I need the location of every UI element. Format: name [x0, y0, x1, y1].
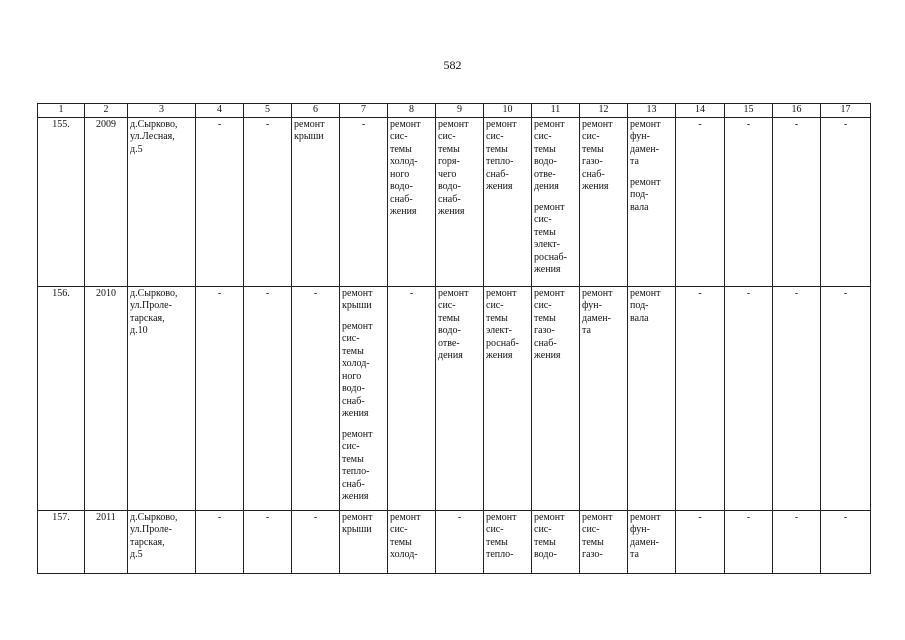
cell-work [580, 286, 628, 510]
work-item: ремонт сис- темы газо- снаб- жения [582, 118, 613, 192]
work-item: ремонт сис- темы элект- роснаб- жения [534, 201, 567, 275]
cell-empty: - [196, 117, 244, 286]
table-row [38, 510, 871, 573]
work-item: ремонт сис- темы тепло- снаб- жения [486, 118, 517, 192]
cell-empty: - [244, 117, 292, 286]
cell-empty: - [725, 286, 773, 510]
row-address [128, 117, 196, 286]
column-header: 9 [436, 104, 484, 118]
repair-schedule-table [37, 103, 871, 574]
address-text: д.Сырково, ул.Проле- тарская, д.10 [130, 287, 178, 336]
cell-empty: - [244, 286, 292, 510]
work-item: ремонт сис- темы горя- чего водо- снаб- жения [438, 118, 469, 217]
column-header: 15 [725, 104, 773, 118]
cell-empty: - [725, 510, 773, 573]
column-header: 17 [821, 104, 871, 118]
cell-empty: - [196, 286, 244, 510]
column-header: 4 [196, 104, 244, 118]
work-item: ремонт под- вала [630, 176, 661, 213]
column-header: 13 [628, 104, 676, 118]
work-item: ремонт крыши [342, 287, 373, 311]
cell-empty: - [340, 117, 388, 286]
table-row [38, 117, 871, 286]
cell-empty: - [676, 510, 725, 573]
column-header: 10 [484, 104, 532, 118]
cell-empty: - [196, 510, 244, 573]
cell-empty: - [773, 510, 821, 573]
cell-work [484, 286, 532, 510]
cell-work [580, 117, 628, 286]
cell-work [388, 117, 436, 286]
cell-work [484, 510, 532, 573]
column-header: 7 [340, 104, 388, 118]
work-item: ремонт сис- темы тепло- [486, 511, 517, 560]
cell-empty: - [773, 117, 821, 286]
work-item: ремонт фун- дамен- та [630, 511, 661, 560]
column-number-row [38, 104, 871, 118]
cell-work [628, 117, 676, 286]
row-year: 2010 [85, 286, 128, 510]
column-header: 3 [128, 104, 196, 118]
work-item: ремонт сис- темы газо- снаб- жения [534, 287, 565, 361]
row-number: 156. [38, 286, 85, 510]
table-row [38, 286, 871, 510]
work-item: ремонт сис- темы холод- ного водо- снаб- жения [342, 320, 373, 419]
row-address [128, 286, 196, 510]
cell-empty: - [388, 286, 436, 510]
row-address [128, 510, 196, 573]
work-item: ремонт сис- темы водо- отве- дения [438, 287, 469, 361]
row-year: 2009 [85, 117, 128, 286]
work-item: ремонт сис- темы элект- роснаб- жения [486, 287, 519, 361]
column-header: 11 [532, 104, 580, 118]
cell-empty: - [436, 510, 484, 573]
page-number: 582 [443, 58, 462, 72]
column-header: 12 [580, 104, 628, 118]
work-item: ремонт крыши [294, 118, 325, 142]
work-item: ремонт сис- темы водо- отве- дения [534, 118, 565, 192]
work-item: ремонт фун- дамен- та [582, 287, 613, 336]
cell-empty: - [244, 510, 292, 573]
cell-work [436, 117, 484, 286]
cell-work [532, 117, 580, 286]
cell-work [436, 286, 484, 510]
cell-empty: - [773, 286, 821, 510]
column-header: 6 [292, 104, 340, 118]
cell-empty: - [821, 510, 871, 573]
column-header: 16 [773, 104, 821, 118]
work-item: ремонт фун- дамен- та [630, 118, 661, 167]
cell-work [292, 117, 340, 286]
column-header: 2 [85, 104, 128, 118]
work-item: ремонт сис- темы холод- [390, 511, 421, 560]
cell-work [484, 117, 532, 286]
cell-empty: - [676, 286, 725, 510]
cell-work [532, 286, 580, 510]
cell-work [532, 510, 580, 573]
cell-work [580, 510, 628, 573]
cell-empty: - [725, 117, 773, 286]
cell-work [628, 510, 676, 573]
work-item: ремонт сис- темы водо- [534, 511, 565, 560]
work-item: ремонт под- вала [630, 287, 661, 324]
cell-empty: - [676, 117, 725, 286]
cell-work [340, 510, 388, 573]
work-item: ремонт сис- темы холод- ного водо- снаб- жения [390, 118, 421, 217]
column-header: 8 [388, 104, 436, 118]
cell-work [628, 286, 676, 510]
work-item: ремонт сис- темы газо- [582, 511, 613, 560]
cell-empty: - [821, 117, 871, 286]
work-item: ремонт сис- темы тепло- снаб- жения [342, 428, 373, 502]
column-header: 14 [676, 104, 725, 118]
cell-empty: - [292, 286, 340, 510]
address-text: д.Сырково, ул.Лесная, д.5 [130, 118, 178, 155]
cell-empty: - [292, 510, 340, 573]
row-number: 157. [38, 510, 85, 573]
cell-work [388, 510, 436, 573]
address-text: д.Сырково, ул.Проле- тарская, д.5 [130, 511, 178, 560]
row-year: 2011 [85, 510, 128, 573]
column-header: 1 [38, 104, 85, 118]
column-header: 5 [244, 104, 292, 118]
work-item: ремонт крыши [342, 511, 373, 535]
cell-work [340, 286, 388, 510]
cell-empty: - [821, 286, 871, 510]
row-number: 155. [38, 117, 85, 286]
